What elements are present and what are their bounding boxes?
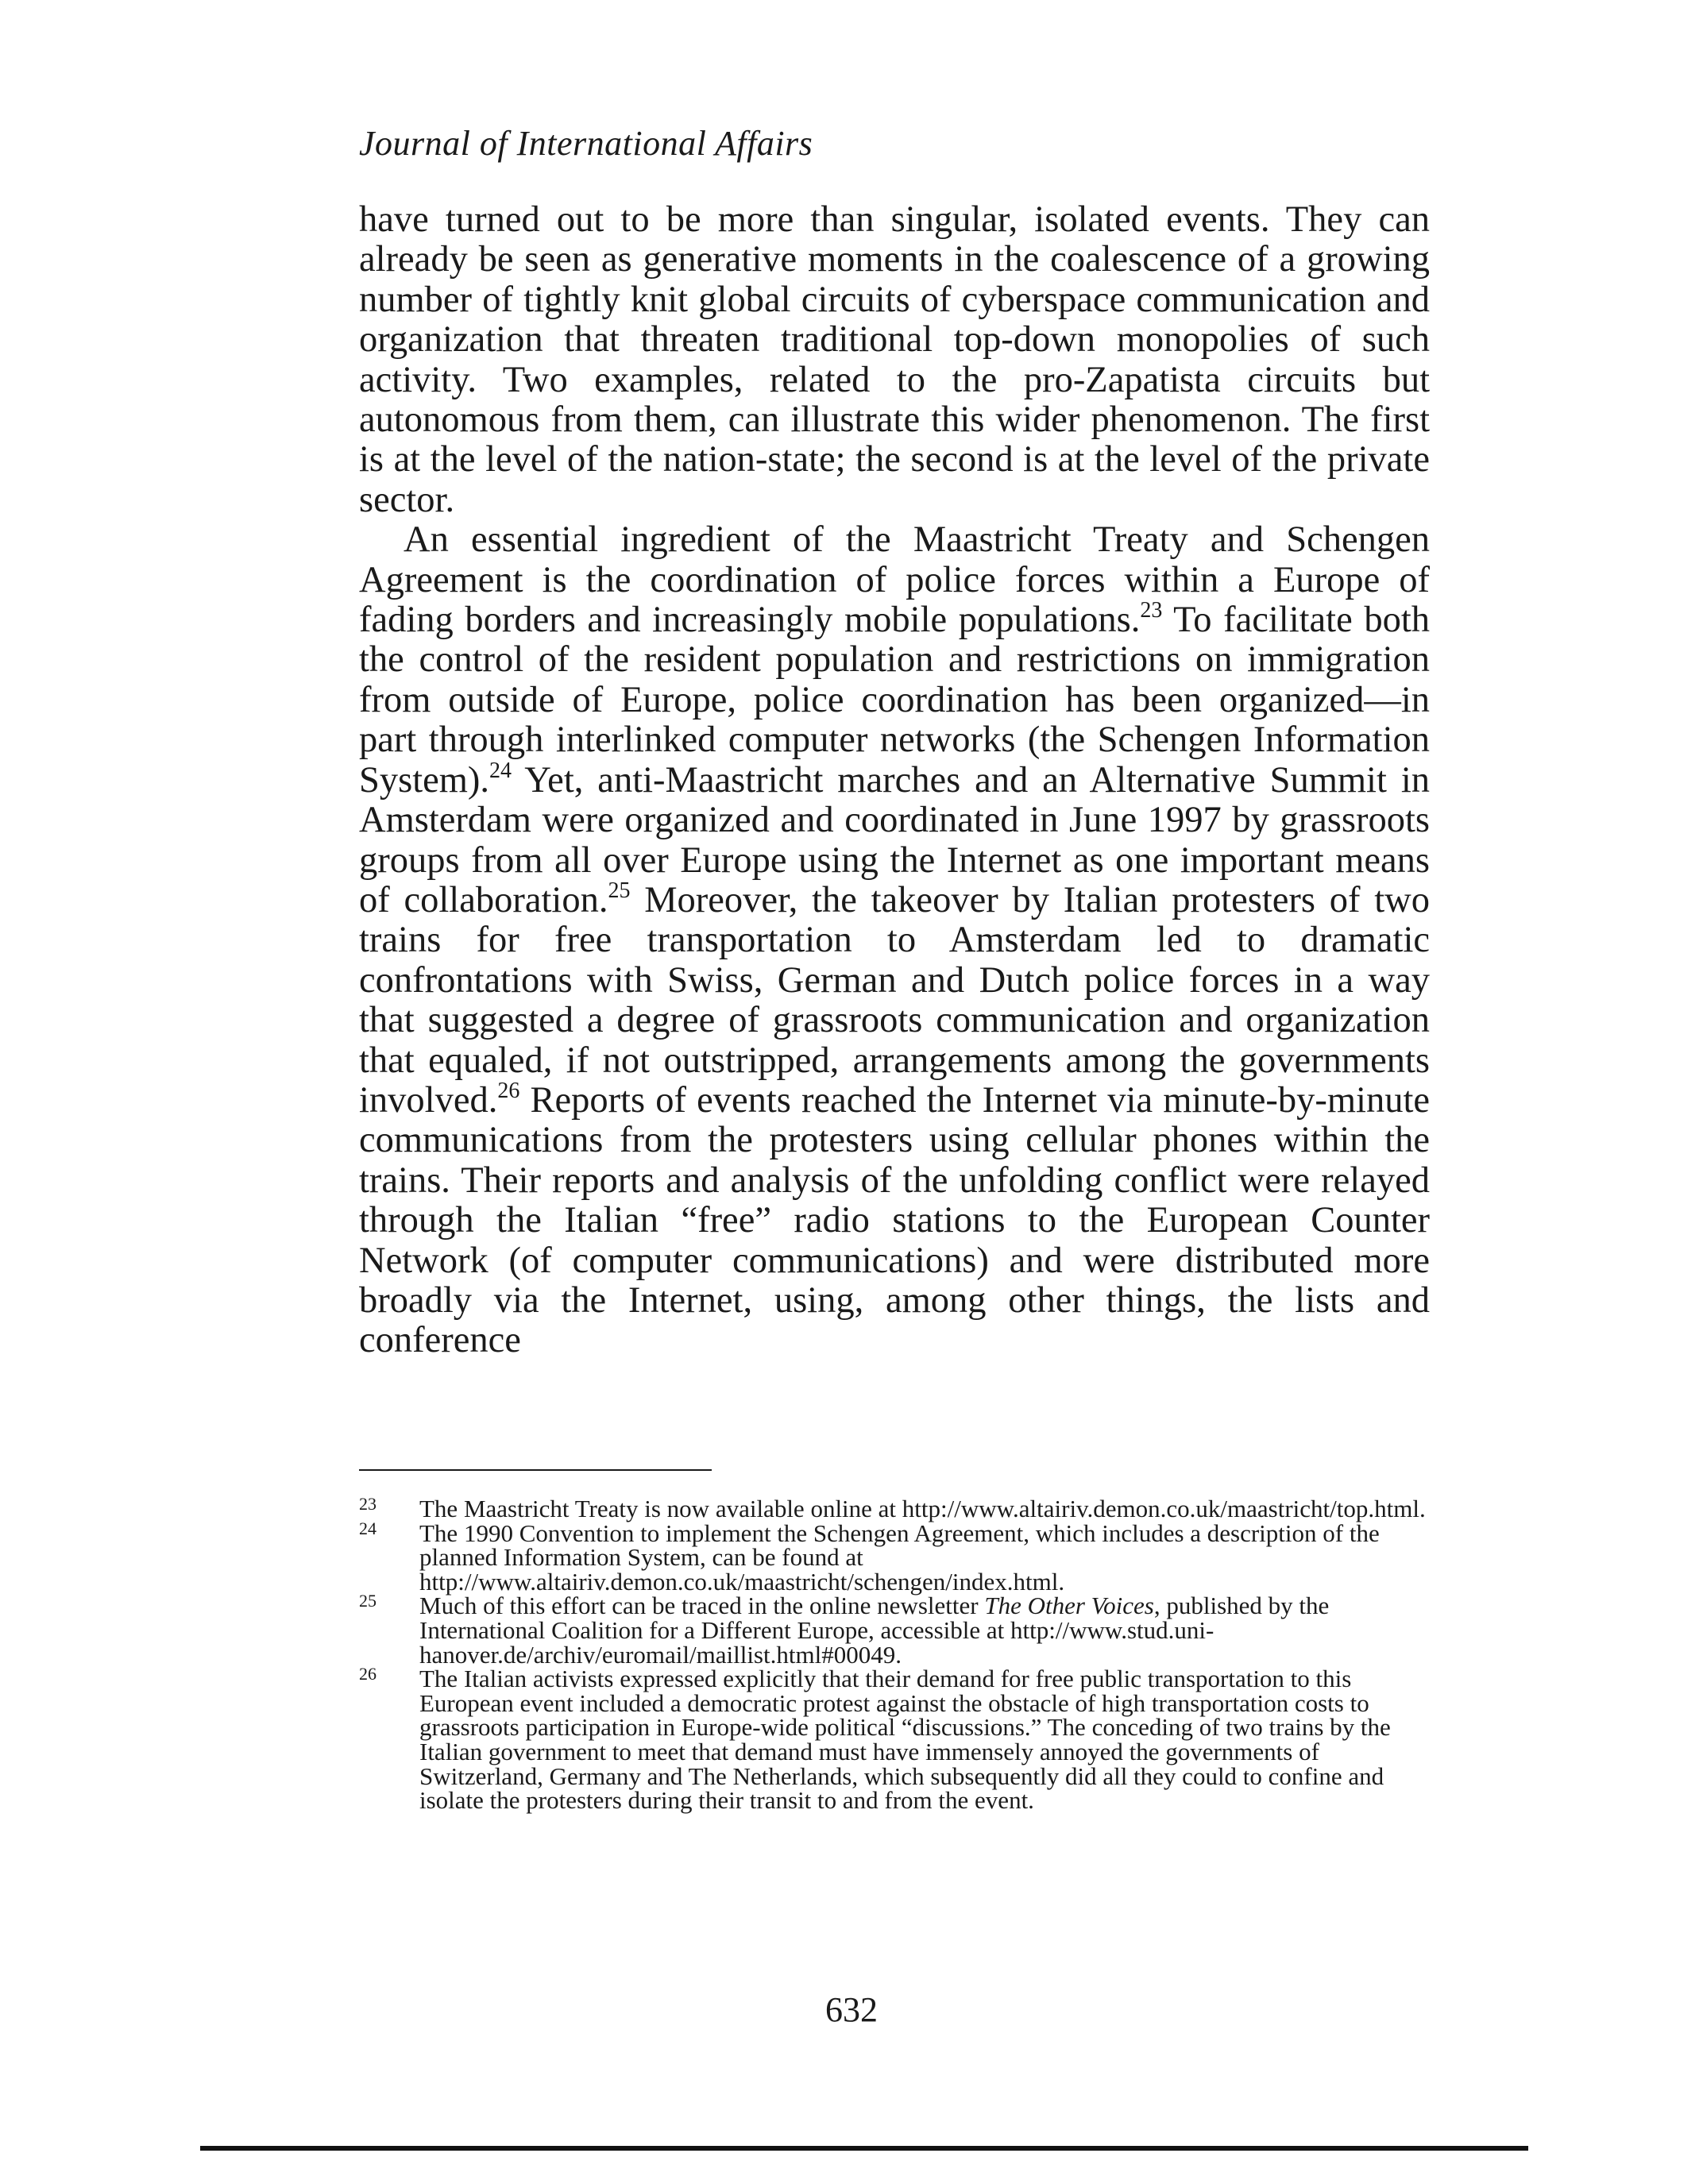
paragraph-2-part-c: Yet, anti-Maastricht marches and an Alternative Summit in Amsterdam were organized and coordinated in June 1997 by grassroots groups from all over Europe using the Internet as one important means of collaboration. (359, 759, 1430, 920)
paragraph-2-part-e: Reports of events reached the Internet via minute-by-minute communications from the protesters using cellular phones within the trains. Their reports and analysis of the unfolding conflict were relayed through the Italian “free” radio stations to the European Counter Network (of computer communications) and were distributed more broadly via the Internet, using, among other things, the lists and conference (359, 1079, 1430, 1361)
footnote-text-after: , published by the International Coalition for a Different Europe, accessible at http://www.stud.uni-hanover.de/archiv/euromail/maillist.html#00049. (419, 1592, 1330, 1669)
footnote-ref-25[interactable]: 25 (608, 878, 631, 903)
footnote-ref-24[interactable]: 24 (489, 758, 512, 783)
footnote-26 (359, 1664, 1430, 1815)
paragraph-2 (359, 520, 1430, 1361)
footnote-text: The 1990 Convention to implement the Schengen Agreement, which includes a description of the planned Information System, can be found at http://www.altairiv.demon.co.uk/maastricht/schengen/index.html. (419, 1518, 1380, 1596)
footnote-separator (359, 1469, 712, 1471)
paragraph-1: have turned out to be more than singular, isolated events. They can already be seen as generative moments in the coalescence of a growing number of tightly knit global circuits of cyberspace communication and organization that threaten traditional top-down monopolies of such activity. Two examples, related to the pro-Zapatista circuits but autonomous from them, can illustrate this wider phenomenon. The first is at the level of the nation-state; the second is at the level of the private sector. (359, 199, 1430, 520)
page-number: 632 (825, 1990, 878, 2029)
newsletter-title: The Other Voices (984, 1592, 1154, 1620)
bottom-rule (200, 2146, 1528, 2151)
paragraph-2-part-d: Moreover, the takeover by Italian protesters of two trains for free transportation to Amsterdam led to dramatic confrontations with Swiss, German and Dutch police forces in a way that suggested a degree of grassroots communication and organization that equaled, if not outstripped, arrangements among the governments involved. (359, 879, 1430, 1121)
footnote-25 (359, 1591, 1430, 1669)
footnote-ref-23[interactable]: 23 (1140, 598, 1163, 623)
body-text (359, 200, 1430, 1361)
running-head: Journal of International Affairs (359, 124, 813, 163)
footnote-number: 23 (359, 1494, 377, 1514)
footnote-number: 24 (359, 1518, 377, 1538)
footnote-text: The Italian activists expressed explicitly that their demand for free public transportation to this European event included a democratic protest against the obstacle of high transportation costs to grassroots participation in Europe-wide political “discussions.” The conceding of two trains by the Italian government to meet that demand must have immensely annoyed the governments of Switzerland, Germany and The Netherlands, which subsequently did all they could to confine and isolate the protesters during their transit to and from the event. (419, 1665, 1391, 1815)
footnote-number: 26 (359, 1664, 377, 1684)
footnote-ref-26[interactable]: 26 (497, 1078, 520, 1103)
footnote-24 (359, 1518, 1430, 1596)
paragraph-2-part-b: To facilitate both the control of the resident population and restrictions on immigration from outside of Europe, police coordination has been organized—in part through interlinked computer networks (the Schengen Information System). (359, 600, 1431, 801)
footnote-text: The Maastricht Treaty is now available online at http://www.altairiv.demon.co.uk/maastricht/top.html. (419, 1495, 1426, 1522)
footnote-23 (359, 1494, 1430, 1522)
footnote-number: 25 (359, 1591, 377, 1611)
footnote-text-before: Much of this effort can be traced in the online newsletter (419, 1592, 985, 1620)
paragraph-2-part-a: An essential ingredient of the Maastricht Treaty and Schengen Agreement is the coordination of police forces within a Europe of fading borders and increasingly mobile populations. (359, 519, 1430, 641)
footnotes (359, 1494, 1430, 1815)
